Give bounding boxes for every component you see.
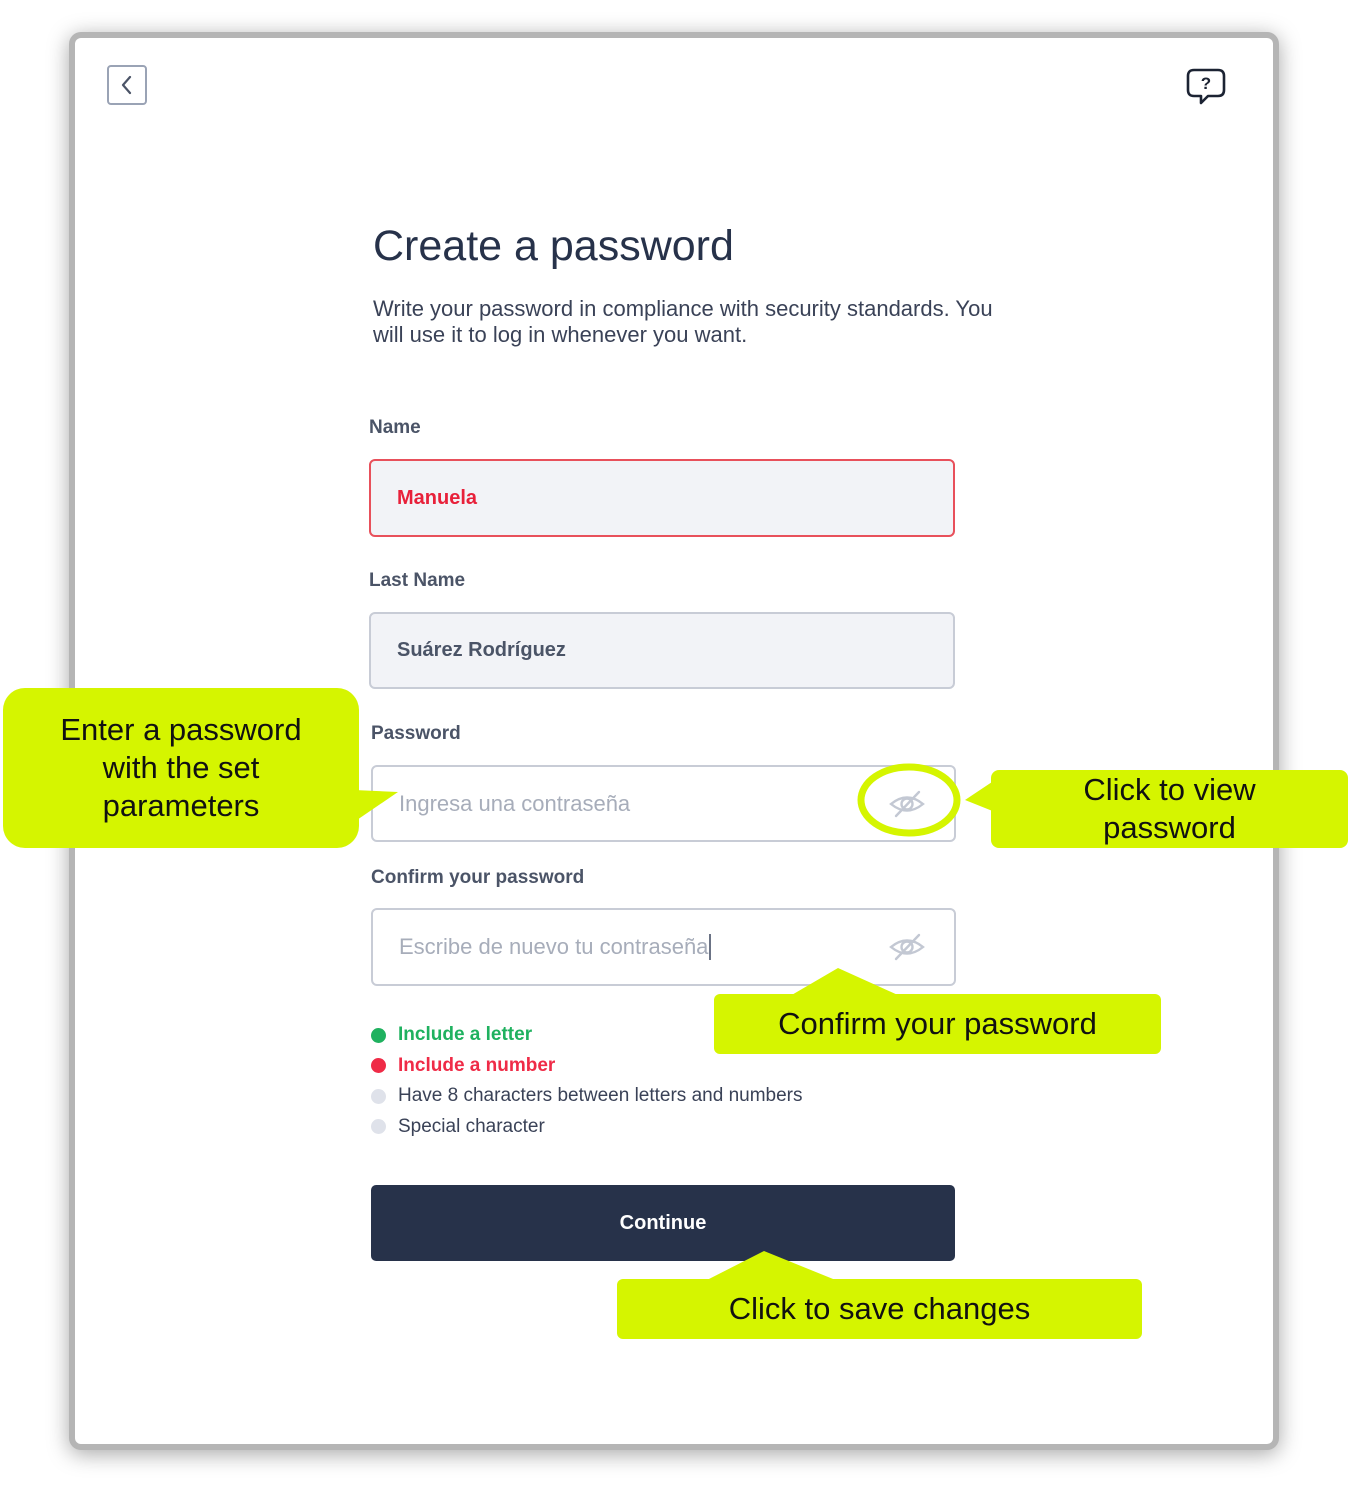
confirm-password-label: Confirm your password	[371, 867, 585, 888]
help-chat-icon	[1186, 66, 1226, 106]
last-name-label: Last Name	[369, 570, 466, 591]
status-dot	[371, 1119, 386, 1134]
continue-button[interactable]	[371, 1185, 955, 1261]
password-field[interactable]	[371, 765, 956, 842]
requirement-text: Include a letter	[398, 1024, 533, 1046]
status-dot	[371, 1028, 386, 1043]
requirement-text: Include a number	[398, 1054, 556, 1076]
chevron-left-icon	[119, 74, 135, 96]
last-name-field[interactable]	[369, 612, 955, 689]
requirement-item	[371, 1051, 803, 1082]
callout-save-changes: Click to save changes	[617, 1279, 1142, 1339]
eye-off-icon[interactable]	[888, 789, 926, 819]
page-subtitle: Write your password in compliance with security standards. You will use it to log in whenever you want.	[373, 296, 993, 347]
requirement-text: Special character	[398, 1115, 545, 1137]
status-dot	[371, 1058, 386, 1073]
name-value: Manuela	[397, 486, 478, 509]
help-button[interactable]	[1186, 66, 1226, 106]
password-label: Password	[371, 723, 461, 744]
callout-view-password: Click to view password	[991, 770, 1348, 848]
page-title: Create a password	[373, 222, 734, 270]
back-button[interactable]	[107, 65, 147, 105]
requirement-text: Have 8 characters between letters and numbers	[398, 1085, 803, 1107]
name-label: Name	[369, 417, 421, 438]
help-glyph: ?	[1200, 74, 1212, 93]
confirm-password-field[interactable]	[371, 908, 956, 986]
confirm-password-value: Escribe de nuevo tu contraseña	[399, 934, 709, 959]
text-cursor	[709, 934, 711, 960]
callout-enter-password: Enter a password with the set parameters	[3, 688, 359, 848]
requirement-item	[371, 1081, 803, 1112]
continue-label: Continue	[619, 1211, 707, 1234]
last-name-value: Suárez Rodríguez	[397, 639, 566, 661]
eye-off-icon[interactable]	[888, 932, 926, 962]
name-field[interactable]	[369, 459, 955, 537]
requirement-item	[371, 1112, 803, 1143]
status-dot	[371, 1089, 386, 1104]
callout-confirm-password: Confirm your password	[714, 994, 1161, 1054]
password-placeholder: Ingresa una contraseña	[399, 790, 631, 816]
